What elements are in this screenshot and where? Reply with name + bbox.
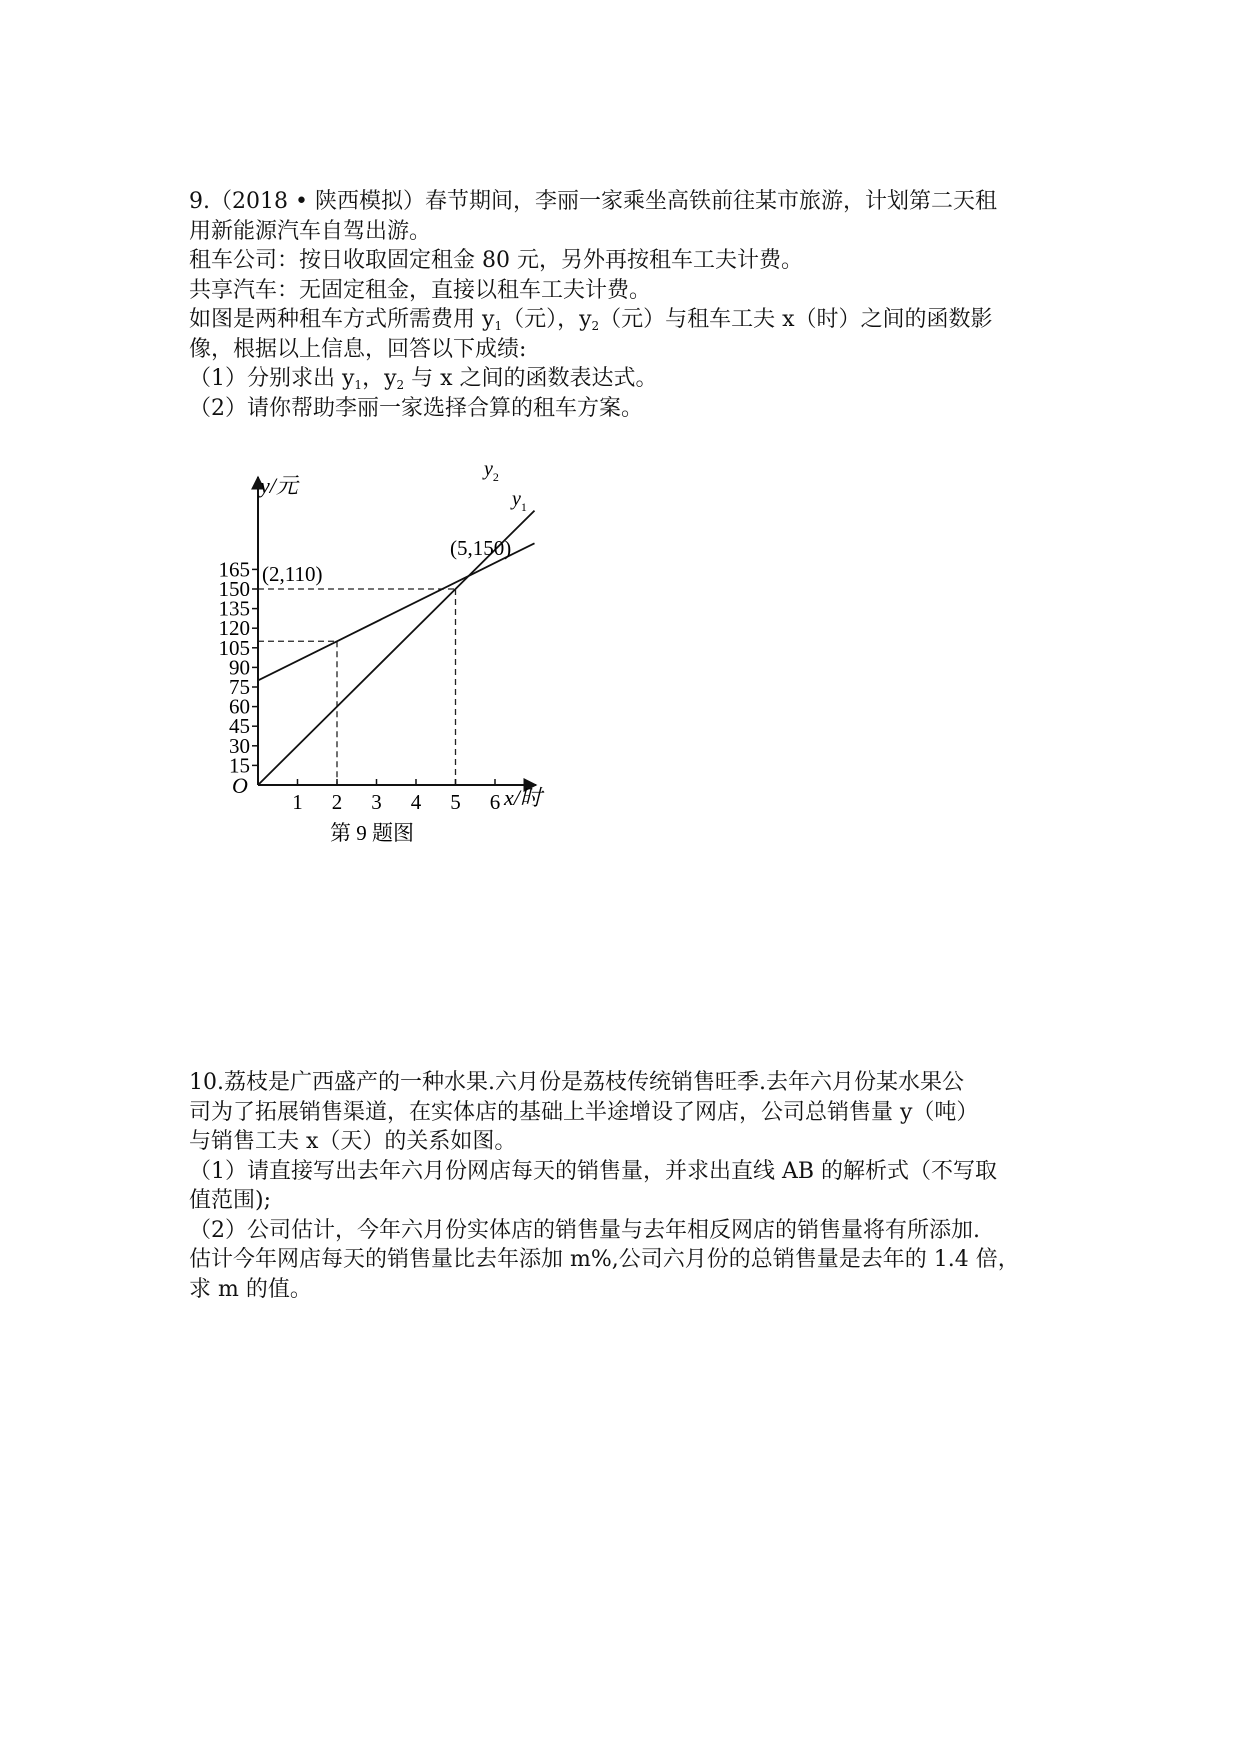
q9-line-8: （2）请你帮助李丽一家选择合算的租车方案。 — [189, 395, 643, 421]
y-tick-label-150: 150 — [218, 576, 250, 601]
q10-line-3: 与销售工夫 x（天）的关系如图。 — [189, 1129, 517, 1154]
point-b-label: (5,150) — [450, 536, 512, 560]
q9-line-5-a: 如图是两种租车方式所需费用 y — [189, 307, 495, 332]
y-tick-label-15: 15 — [229, 753, 250, 778]
q9-line-2: 用新能源汽车自驾出游。 — [189, 218, 432, 244]
y-tick-label-165: 165 — [218, 557, 250, 582]
y-tick-label-135: 135 — [218, 596, 250, 621]
y-tick-label-45: 45 — [229, 714, 250, 739]
y-tick-label-90: 90 — [229, 655, 250, 680]
q9-line-6: 像，根据以上信息，回答以下成绩: — [189, 336, 527, 362]
x-tick-label-5: 5 — [450, 790, 461, 814]
q9-line-5-sub-2: 2 — [591, 319, 600, 333]
q10-line-5: 值范围); — [189, 1188, 271, 1213]
q9-line-5-b: （元），y — [502, 307, 592, 332]
q9-line-5-c: （元）与租车工夫 x（时）之间的函数影 — [599, 307, 993, 332]
x-tick-label-1: 1 — [292, 790, 303, 814]
y-tick-label-60: 60 — [229, 694, 250, 719]
x-axis-label: x/时 — [504, 785, 542, 810]
y-tick-label-30: 30 — [229, 733, 250, 758]
y-tick-label-105: 105 — [218, 635, 250, 660]
line-y2-label-sub: 2 — [492, 470, 499, 484]
question-10 — [189, 1068, 1069, 1304]
x-tick-label-2: 2 — [331, 790, 343, 814]
x-tick-label-6: 6 — [489, 790, 501, 814]
y-tick-group — [219, 557, 259, 777]
q9-line-3: 租车公司：按日收取固定租金 80 元，另外再按租车工夫计费。 — [189, 248, 803, 273]
q10-line-6: （2）公司估计，今年六月份实体店的销售量与去年相反网店的销售量将有所添加. — [189, 1217, 980, 1243]
x-tick-label-3: 3 — [371, 790, 382, 814]
q10-line-7: 估计今年网店每天的销售量比去年添加 m%,公司六月份的总销售量是去年的 1.4 倍， — [189, 1247, 1020, 1272]
q9-line-7-c: 与 x 之间的函数表达式。 — [404, 366, 658, 391]
y-tick-label-120: 120 — [218, 616, 250, 641]
line-y2-label-main: y — [484, 458, 493, 480]
q9-line-7-b: ，y — [362, 366, 397, 391]
y-tick-label-75: 75 — [229, 674, 250, 699]
x-tick-label-4: 4 — [410, 790, 422, 814]
figure-caption: 第 9 题图 — [330, 821, 414, 845]
q9-line-5 — [189, 305, 1069, 335]
q9-line-7-sub-1: 1 — [354, 378, 363, 392]
q9-line-7 — [189, 364, 1069, 394]
y-axis-label: y/元 — [260, 473, 298, 498]
point-a-label: (2,110) — [262, 562, 323, 586]
q10-line-2: 司为了拓展销售渠道，在实体店的基础上半途增设了网店，公司总销售量 y（吨） — [189, 1099, 979, 1125]
question-9 — [189, 187, 1069, 423]
q9-line-1: 9.（2018 • 陕西模拟）春节期间，李丽一家乘坐高铁前往某市旅游，计划第二天租 — [189, 189, 997, 214]
q10-line-4: （1）请直接写出去年六月份网店每天的销售量，并求出直线 AB 的解析式（不写取 — [189, 1158, 998, 1184]
line-y1-label-sub: 1 — [520, 500, 527, 514]
q9-line-7-sub-2: 2 — [396, 378, 405, 392]
q9-line-7-a: （1）分别求出 y — [189, 366, 355, 391]
line-y1-label — [510, 488, 527, 514]
line-y1-label-main: y — [512, 488, 521, 510]
function-graph — [218, 455, 563, 855]
q10-line-1: 10.荔枝是广西盛产的一种水果.六月份是荔枝传统销售旺季.去年六月份某水果公 — [189, 1070, 964, 1095]
q9-line-4: 共享汽车：无固定租金，直接以租车工夫计费。 — [189, 277, 652, 303]
q9-line-5-sub-1: 1 — [494, 319, 503, 333]
line-y2-label — [482, 458, 499, 484]
q10-line-8: 求 m 的值。 — [189, 1276, 312, 1302]
origin-label: O — [232, 773, 248, 798]
